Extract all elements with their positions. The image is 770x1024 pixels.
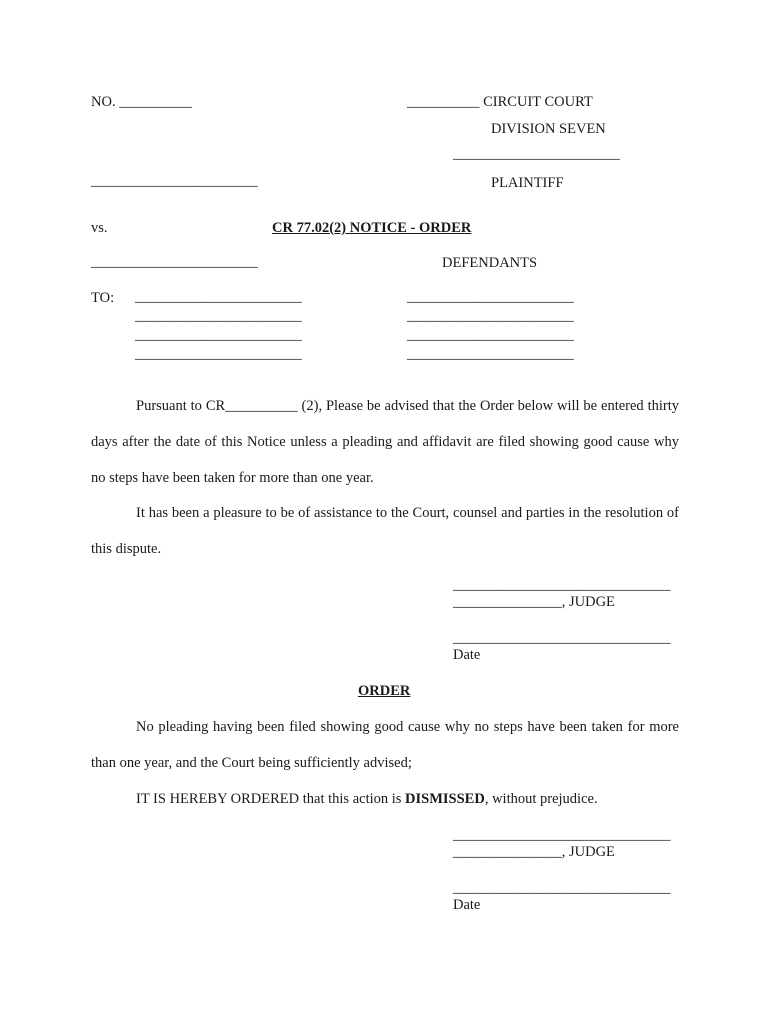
order-title: ORDER [358, 683, 411, 699]
versus-label: vs. [91, 220, 108, 236]
order-paragraph-1 [91, 709, 679, 781]
order-paragraph-1-text: No pleading having been filed showing good cause why no steps have been taken for more than one year, and the Court being sufficiently advised; [91, 719, 679, 771]
to-address-line[interactable]: _______________________ [135, 289, 302, 305]
to-address-line[interactable]: _______________________ [135, 346, 302, 362]
notice-paragraph-2 [91, 495, 679, 567]
notice-paragraph-1-text: Pursuant to CR__________ (2), Please be advised that the Order below will be entered thirty days after the date of this Notice unless a pleading and affidavit are filed showing good cause why no steps have been taken for more than one year. [91, 398, 679, 486]
circuit-court-field[interactable]: __________ CIRCUIT COURT [407, 94, 593, 110]
order-paragraph-2-suffix: , without prejudice. [484, 791, 598, 807]
order-judge-name-line[interactable]: _______________, JUDGE [453, 844, 615, 860]
to-address-line-right[interactable]: _______________________ [407, 289, 574, 305]
plaintiff-name-line-left[interactable]: _______________________ [91, 173, 258, 189]
to-label: TO: [91, 290, 115, 306]
notice-paragraph-1 [91, 388, 679, 496]
to-address-line[interactable]: _______________________ [135, 308, 302, 324]
dismissed-keyword: DISMISSED [405, 791, 485, 807]
defendants-label: DEFENDANTS [442, 255, 538, 271]
case-number-field[interactable]: NO. __________ [91, 94, 192, 110]
to-address-line-right[interactable]: _______________________ [407, 308, 574, 324]
order-date-line[interactable]: ______________________________ [453, 880, 671, 896]
order-judge-signature-line[interactable]: ______________________________ [453, 827, 671, 843]
to-address-line-right[interactable]: _______________________ [407, 346, 574, 362]
to-address-line-right[interactable]: _______________________ [407, 327, 574, 343]
order-paragraph-2-prefix: IT IS HEREBY ORDERED that this action is [136, 791, 406, 807]
to-address-line[interactable]: _______________________ [135, 327, 302, 343]
defendant-name-line[interactable]: _______________________ [91, 254, 258, 270]
notice-judge-signature-line[interactable]: ______________________________ [453, 577, 671, 593]
notice-date-line[interactable]: ______________________________ [453, 630, 671, 646]
order-date-label: Date [453, 897, 481, 913]
notice-judge-name-line[interactable]: _______________, JUDGE [453, 594, 615, 610]
notice-title: CR 77.02(2) NOTICE - ORDER [272, 220, 472, 236]
order-paragraph-2 [91, 781, 679, 817]
notice-paragraph-2-text: It has been a pleasure to be of assistance to the Court, counsel and parties in the resolution of this dispute. [91, 505, 679, 557]
plaintiff-label: PLAINTIFF [491, 175, 564, 191]
division-label: DIVISION SEVEN [491, 121, 606, 137]
plaintiff-name-line-right[interactable]: _______________________ [453, 146, 620, 162]
notice-date-label: Date [453, 647, 481, 663]
